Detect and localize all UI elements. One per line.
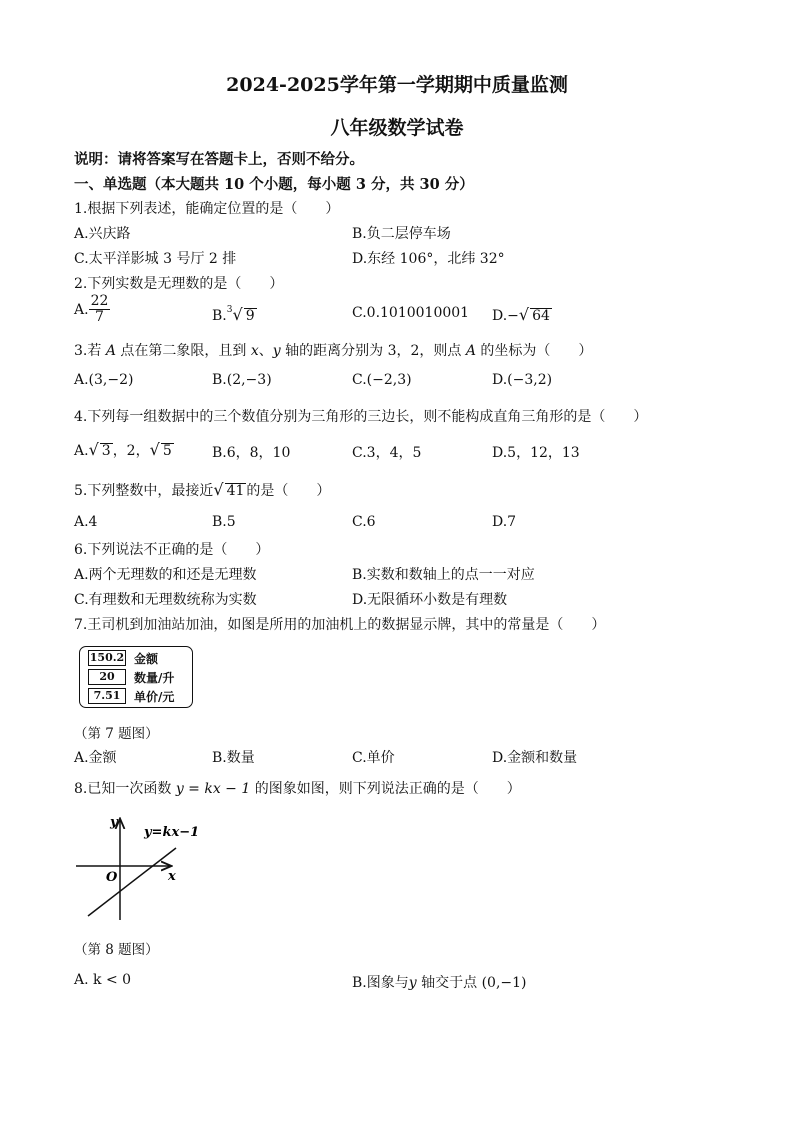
fuel-display-panel — [79, 646, 193, 708]
q5-stem-part: 5.下列整数中，最接近 — [74, 483, 214, 499]
q8-option-b-y-var: y — [408, 975, 417, 991]
q4-option-a-mid: ，2， — [112, 443, 150, 459]
q4-option-c: C.3，4，5 — [352, 445, 422, 461]
display-quantity-label: 数量/升 — [134, 671, 175, 685]
q8-option-b-part: 轴交于点 (0,−1) — [416, 975, 527, 991]
question-3-stem — [74, 340, 592, 360]
radical-sign-icon: √ — [232, 305, 243, 324]
q5-option-a: A.4 — [74, 514, 98, 530]
q5-stem-part: 的是（ ） — [246, 483, 331, 499]
q6-option-b: B.实数和数轴上的点一一对应 — [352, 567, 535, 583]
q8-option-b-part: B.图象与 — [352, 975, 409, 991]
figure-7-caption: （第 7 题图） — [74, 726, 159, 742]
q7-option-b: B.数量 — [212, 750, 255, 766]
q8-option-b — [352, 972, 527, 992]
radical-sign-icon: √ — [88, 440, 99, 459]
q2-fraction — [89, 294, 111, 326]
q2-option-d — [492, 305, 552, 324]
figure-8-caption: （第 8 题图） — [74, 942, 159, 958]
q4-sqrt-radicand-2: 5 — [162, 443, 172, 459]
x-axis-label: x — [168, 869, 176, 884]
q2-option-b-prefix: B. — [212, 308, 227, 324]
q3-y-var: y — [272, 343, 281, 359]
display-amount-label: 金额 — [134, 652, 159, 666]
q3-stem-part: 3.若 — [74, 343, 106, 359]
section-heading: 一、单选题（本大题共 10 个小题，每小题 3 分，共 30 分） — [74, 176, 474, 193]
q2-option-b — [212, 305, 257, 324]
display-unit-price-value: 7.51 — [88, 688, 126, 704]
line-equation-label: y=kx−1 — [144, 825, 200, 840]
q1-option-a: A.兴庆路 — [74, 226, 131, 242]
q2-cube-root-index: 3 — [226, 305, 233, 316]
q1-option-d: D.东经 106°，北纬 32° — [352, 251, 505, 267]
q3-stem-part: 、 — [258, 343, 273, 359]
q4-sqrt-radicand-1: 3 — [101, 443, 111, 459]
question-4-stem: 4.下列每一组数据中的三个数值分别为三角形的三边长，则不能构成直角三角形的是（ ） — [74, 409, 648, 425]
q6-option-a: A.两个无理数的和还是无理数 — [74, 567, 257, 583]
display-quantity-value: 20 — [88, 669, 126, 685]
function-line — [88, 848, 176, 916]
question-5-stem — [74, 480, 330, 500]
q4-option-a — [74, 440, 174, 460]
q3-option-c: C.(−2,3) — [352, 372, 412, 388]
radical-sign-icon: √ — [518, 305, 530, 324]
question-1-stem: 1.根据下列表述，能确定位置的是（ ） — [74, 201, 340, 217]
question-2-stem: 2.下列实数是无理数的是（ ） — [74, 276, 284, 292]
q8-stem-part: 8.已知一次函数 — [74, 781, 176, 797]
q8-function-expr: y = kx − 1 — [175, 781, 251, 797]
q3-option-b: B.(2,−3) — [212, 372, 272, 388]
instructions: 说明：请将答案写在答题卡上，否则不给分。 — [74, 151, 364, 168]
radical-sign-icon: √ — [149, 440, 160, 459]
q4-option-d: D.5，12，13 — [492, 445, 580, 461]
q8-option-a: A. k < 0 — [74, 972, 132, 988]
q8-stem-part: 的图象如图，则下列说法正确的是（ ） — [250, 781, 521, 797]
q2-cube-root-radicand: 9 — [245, 308, 255, 324]
q2-option-a-prefix: A. — [74, 301, 89, 318]
q5-sqrt-radicand: 41 — [226, 483, 245, 499]
q3-stem-part: 轴的距离分别为 3，2，则点 — [280, 343, 466, 359]
q2-sqrt-radicand: 64 — [532, 308, 550, 324]
q7-option-d: D.金额和数量 — [492, 750, 578, 766]
origin-label: O — [106, 870, 118, 885]
question-6-stem: 6.下列说法不正确的是（ ） — [74, 542, 270, 558]
q3-point-var: A — [465, 343, 476, 359]
y-axis-label: y — [110, 815, 118, 830]
q3-point-var: A — [105, 343, 116, 359]
q1-option-b: B.负二层停车场 — [352, 226, 451, 242]
q3-option-d: D.(−3,2) — [492, 372, 553, 388]
q5-option-b: B.5 — [212, 514, 236, 530]
q3-stem-part: 点在第二象限，且到 — [115, 343, 251, 359]
q2-option-c: C.0.1010010001 — [352, 305, 470, 321]
q4-option-b: B.6，8，10 — [212, 445, 291, 461]
question-8-stem — [74, 778, 521, 798]
q2-option-a — [74, 294, 110, 326]
q4-option-a-prefix: A. — [74, 443, 89, 459]
q3-option-a: A.(3,−2) — [74, 372, 134, 388]
q7-option-a: A.金额 — [74, 750, 117, 766]
q2-option-d-prefix: D.− — [492, 308, 519, 324]
display-unit-price-label: 单价/元 — [134, 690, 175, 704]
q2-fraction-denominator: 7 — [95, 309, 104, 326]
question-7-stem: 7.王司机到加油站加油，如图是所用的加油机上的数据显示牌，其中的常量是（ ） — [74, 617, 606, 633]
q2-fraction-numerator: 22 — [90, 293, 109, 309]
q3-stem-part: 的坐标为（ ） — [475, 343, 593, 359]
radical-sign-icon: √ — [213, 480, 224, 499]
page-title: 2024-2025学年第一学期期中质量监测 — [226, 74, 568, 96]
q7-option-c: C.单价 — [352, 750, 395, 766]
q1-option-c: C.太平洋影城 3 号厅 2 排 — [74, 251, 237, 267]
q3-x-var: x — [250, 343, 259, 359]
q5-option-d: D.7 — [492, 514, 517, 530]
page-subtitle: 八年级数学试卷 — [330, 117, 464, 139]
linear-function-graph — [70, 808, 210, 928]
display-amount-value: 150.2 — [89, 651, 125, 664]
q5-option-c: C.6 — [352, 514, 376, 530]
q6-option-d: D.无限循环小数是有理数 — [352, 592, 508, 608]
q6-option-c: C.有理数和无理数统称为实数 — [74, 592, 257, 608]
